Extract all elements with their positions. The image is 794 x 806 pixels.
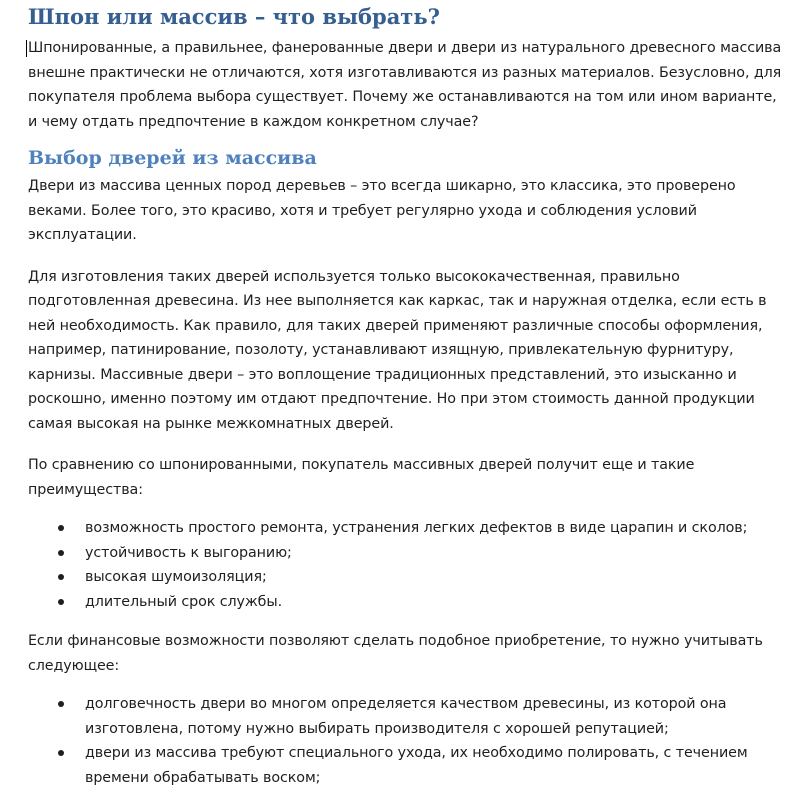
bullet-icon (58, 550, 64, 556)
list-item: длительный срок службы. (28, 590, 788, 615)
list-item: высокая шумоизоляция; (28, 565, 788, 590)
list-item: долговечность двери во многом определяется качеством древесины, из которой она изготовлена, потому нужно выбирать производителя с хорошей репутацией; (28, 692, 788, 741)
list-item: устойчивость к выгоранию; (28, 541, 788, 566)
list-item: двери из массива требуют специального ухода, их необходимо полировать, с течением времени обрабатывать воском; (28, 741, 788, 790)
bullet-icon (58, 701, 64, 707)
paragraph-2: Для изготовления таких дверей используется только высококачественная, правильно подготовленная древесина. Из нее выполняется как каркас, так и наружная отделка, если есть в ней необходимость. Как правило, для таких дверей применяют различные способы оформления, например, патинирование, позолоту, устанавливают изящную, привлекательную фурнитуру, карнизы. Массивные двери – это воплощение традиционных представлений, это изысканно и роскошно, именно поэтому им отдают предпочтение. Но при этом стоимость данной продукции самая высокая на рынке межкомнатных дверей. (28, 268, 767, 432)
list-item: возможность простого ремонта, устранения легких дефектов в виде царапин и сколов; (28, 516, 788, 541)
paragraph-3: По сравнению со шпонированными, покупатель массивных дверей получит еще и такие преимущества: (28, 457, 695, 498)
bullet-icon (58, 599, 64, 605)
bullet-icon (58, 574, 64, 580)
page-title: Шпон или массив – что выбрать? (28, 4, 440, 29)
document-page (28, 0, 788, 805)
intro-paragraph[interactable] (28, 36, 788, 134)
paragraph-1: Двери из массива ценных пород деревьев – это всегда шикарно, это классика, это проверено веками. Более того, это красиво, хотя и требует регулярно ухода и соблюдения условий эксплуатации. (28, 178, 736, 243)
paragraph-4: Если финансовые возможности позволяют сделать подобное приобретение, то нужно учитывать следующее: (28, 633, 763, 674)
advantages-list (28, 516, 788, 614)
bullet-icon (58, 525, 64, 531)
text-cursor (26, 40, 27, 57)
section-heading: Выбор дверей из массива (28, 147, 317, 169)
considerations-list (28, 692, 788, 790)
bullet-icon (58, 750, 64, 756)
intro-text: Шпонированные, а правильнее, фанерованные двери и двери из натурального древесного массива внешне практически не отличаются, хотя изготавливаются из разных материалов. Безусловно, для покупателя проблема выбора существует. Почему же останавливаются на том или ином варианте, и чему отдать предпочтение в каждом конкретном случае? (28, 40, 782, 130)
